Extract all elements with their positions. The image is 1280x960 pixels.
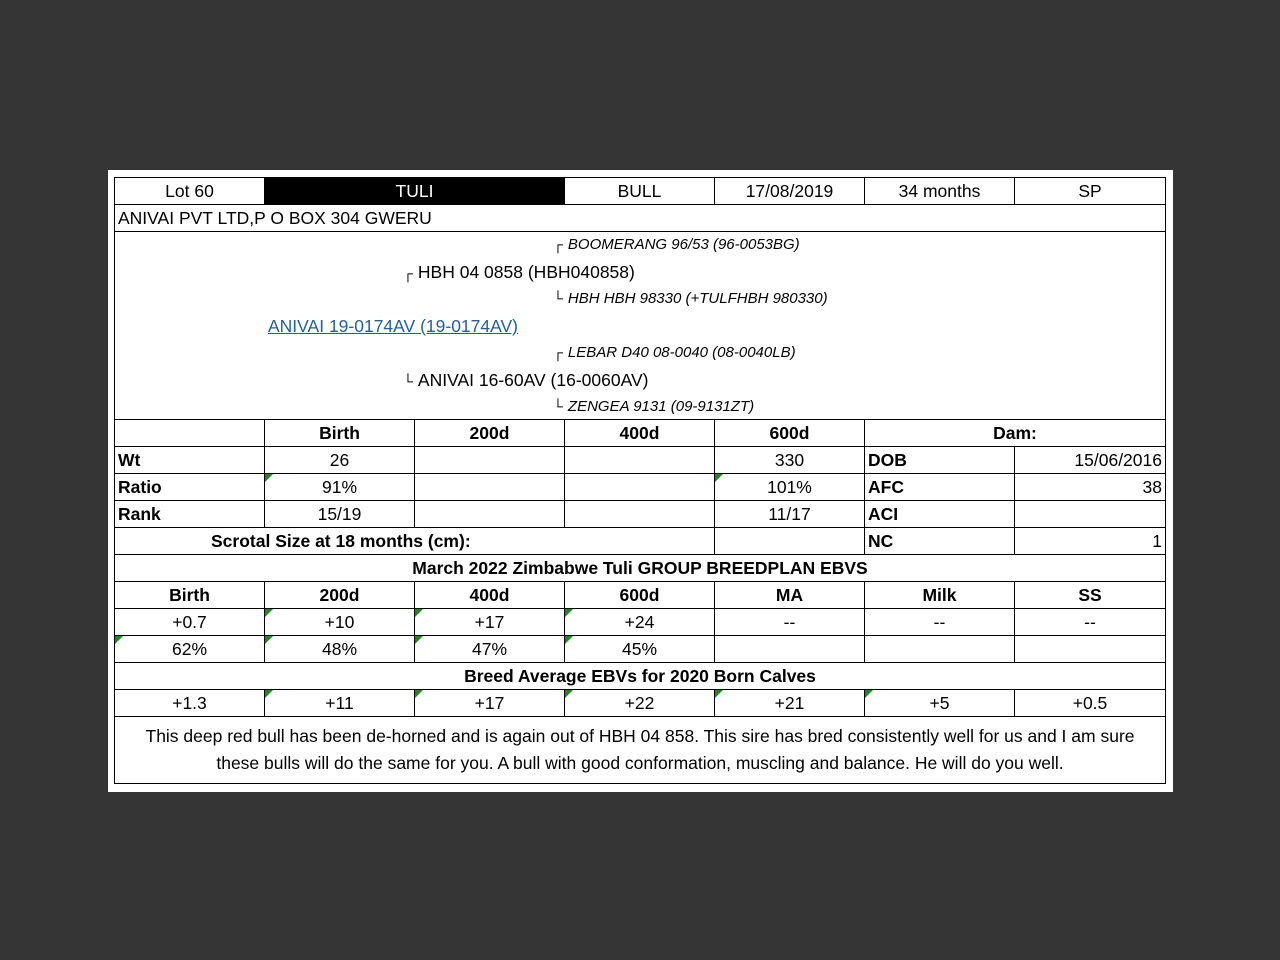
ebv-values-row [115,609,1166,636]
lot-header-row [115,178,1166,205]
row-label-rank: Rank [115,501,265,528]
bracket-top-icon: ┌ [553,344,563,360]
pedigree-animal-link[interactable]: ANIVAI 19-0174AV (19-0174AV) [268,316,518,336]
breed-name: TULI [265,178,565,205]
ebv-value-milk: -- [865,609,1015,636]
dam-dob-label: DOB [865,447,1015,474]
owner-address: ANIVAI PVT LTD,P O BOX 304 GWERU [115,205,1166,232]
bracket-bottom-icon: └ [553,290,563,306]
breed-avg-title-row [115,663,1166,690]
weights-header-600d: 600d [715,420,865,447]
ebv-header-400d: 400d [415,582,565,609]
scrotal-value [715,528,865,555]
registration-status: SP [1015,178,1166,205]
pedigree-sire-sire-dam: └ HBH HBH 98330 (+TULFHBH 980330) [553,290,828,307]
row-label-ratio: Ratio [115,474,265,501]
pedigree-dam: └ ANIVAI 16-60AV (16-0060AV) [403,370,649,390]
dam-title: Dam: [865,420,1166,447]
table-row [115,501,1166,528]
row-label-wt: Wt [115,447,265,474]
birth-date: 17/08/2019 [715,178,865,205]
weights-header-blank [115,420,265,447]
pedigree-dam-sire: ┌ LEBAR D40 08-0040 (08-0040LB) [553,344,796,361]
weights-header-row [115,420,1166,447]
rank-birth: 15/19 [265,501,415,528]
ebv-acc-ma [715,636,865,663]
weights-header-200d: 200d [415,420,565,447]
pedigree-row [115,232,1166,420]
ebv-header-ma: MA [715,582,865,609]
ebv-header-ss: SS [1015,582,1166,609]
ebv-acc-ss [1015,636,1166,663]
bracket-top-icon: ┌ [553,236,563,252]
ebv-acc-400d: 47% [415,636,565,663]
rank-600d: 11/17 [715,501,865,528]
dam-afc-label: AFC [865,474,1015,501]
ratio-200d [415,474,565,501]
table-row [115,474,1166,501]
weights-header-400d: 400d [565,420,715,447]
pedigree-dam-dam: └ ZENGEA 9131 (09-9131ZT) [553,398,755,415]
ebv-acc-200d: 48% [265,636,415,663]
ebv-value-200d: +10 [265,609,415,636]
breed-avg-milk: +5 [865,690,1015,717]
lot-number: Lot 60 [115,178,265,205]
animal-age: 34 months [865,178,1015,205]
dam-afc-value: 38 [1015,474,1166,501]
dam-nc-label: NC [865,528,1015,555]
pedigree-chart [115,232,1165,419]
rank-400d [565,501,715,528]
ebv-title: March 2022 Zimbabwe Tuli GROUP BREEDPLAN EBVS [115,555,1166,582]
lot-comment: This deep red bull has been de-horned and is again out of HBH 04 858. This sire has bred consistently well for us and I am sure these bulls will do the same for you. A bull with good conformation, muscling and balance. He will do you well. [115,717,1166,784]
breed-avg-ss: +0.5 [1015,690,1166,717]
pedigree-cell [115,232,1166,420]
dam-dob-value: 15/06/2016 [1015,447,1166,474]
ebv-value-ss: -- [1015,609,1166,636]
ratio-600d: 101% [715,474,865,501]
ebv-title-row [115,555,1166,582]
ebv-acc-600d: 45% [565,636,715,663]
ebv-acc-milk [865,636,1015,663]
dam-aci-value [1015,501,1166,528]
ebv-header-600d: 600d [565,582,715,609]
ebv-value-400d: +17 [415,609,565,636]
wt-birth: 26 [265,447,415,474]
ebv-header-birth: Birth [115,582,265,609]
ratio-birth: 91% [265,474,415,501]
comment-row [115,717,1166,784]
pedigree-sire-sire: ┌ HBH 04 0858 (HBH040858) [403,262,635,282]
breed-avg-400d: +17 [415,690,565,717]
table-row [115,447,1166,474]
wt-200d [415,447,565,474]
breed-avg-title: Breed Average EBVs for 2020 Born Calves [115,663,1166,690]
scrotal-row [115,528,1166,555]
dam-nc-value: 1 [1015,528,1166,555]
ebv-header-milk: Milk [865,582,1015,609]
lot-table [114,177,1166,784]
weights-header-birth: Birth [265,420,415,447]
rank-200d [415,501,565,528]
breed-avg-200d: +11 [265,690,415,717]
ebv-value-600d: +24 [565,609,715,636]
ebv-value-ma: -- [715,609,865,636]
ebv-acc-birth: 62% [115,636,265,663]
ebv-value-birth: +0.7 [115,609,265,636]
breed-avg-600d: +22 [565,690,715,717]
bracket-top-icon: ┌ [403,265,413,281]
scrotal-label: Scrotal Size at 18 months (cm): [115,528,715,555]
ratio-400d [565,474,715,501]
wt-400d [565,447,715,474]
bracket-bottom-icon: └ [403,373,413,389]
ebv-accuracy-row [115,636,1166,663]
bracket-bottom-icon: └ [553,398,563,414]
animal-sex: BULL [565,178,715,205]
wt-600d: 330 [715,447,865,474]
dam-aci-label: ACI [865,501,1015,528]
breed-avg-values-row [115,690,1166,717]
breed-avg-ma: +21 [715,690,865,717]
ebv-header-200d: 200d [265,582,415,609]
breed-avg-birth: +1.3 [115,690,265,717]
pedigree-sire-sire-sire: ┌ BOOMERANG 96/53 (96-0053BG) [553,236,800,253]
ebv-header-row [115,582,1166,609]
owner-row [115,205,1166,232]
